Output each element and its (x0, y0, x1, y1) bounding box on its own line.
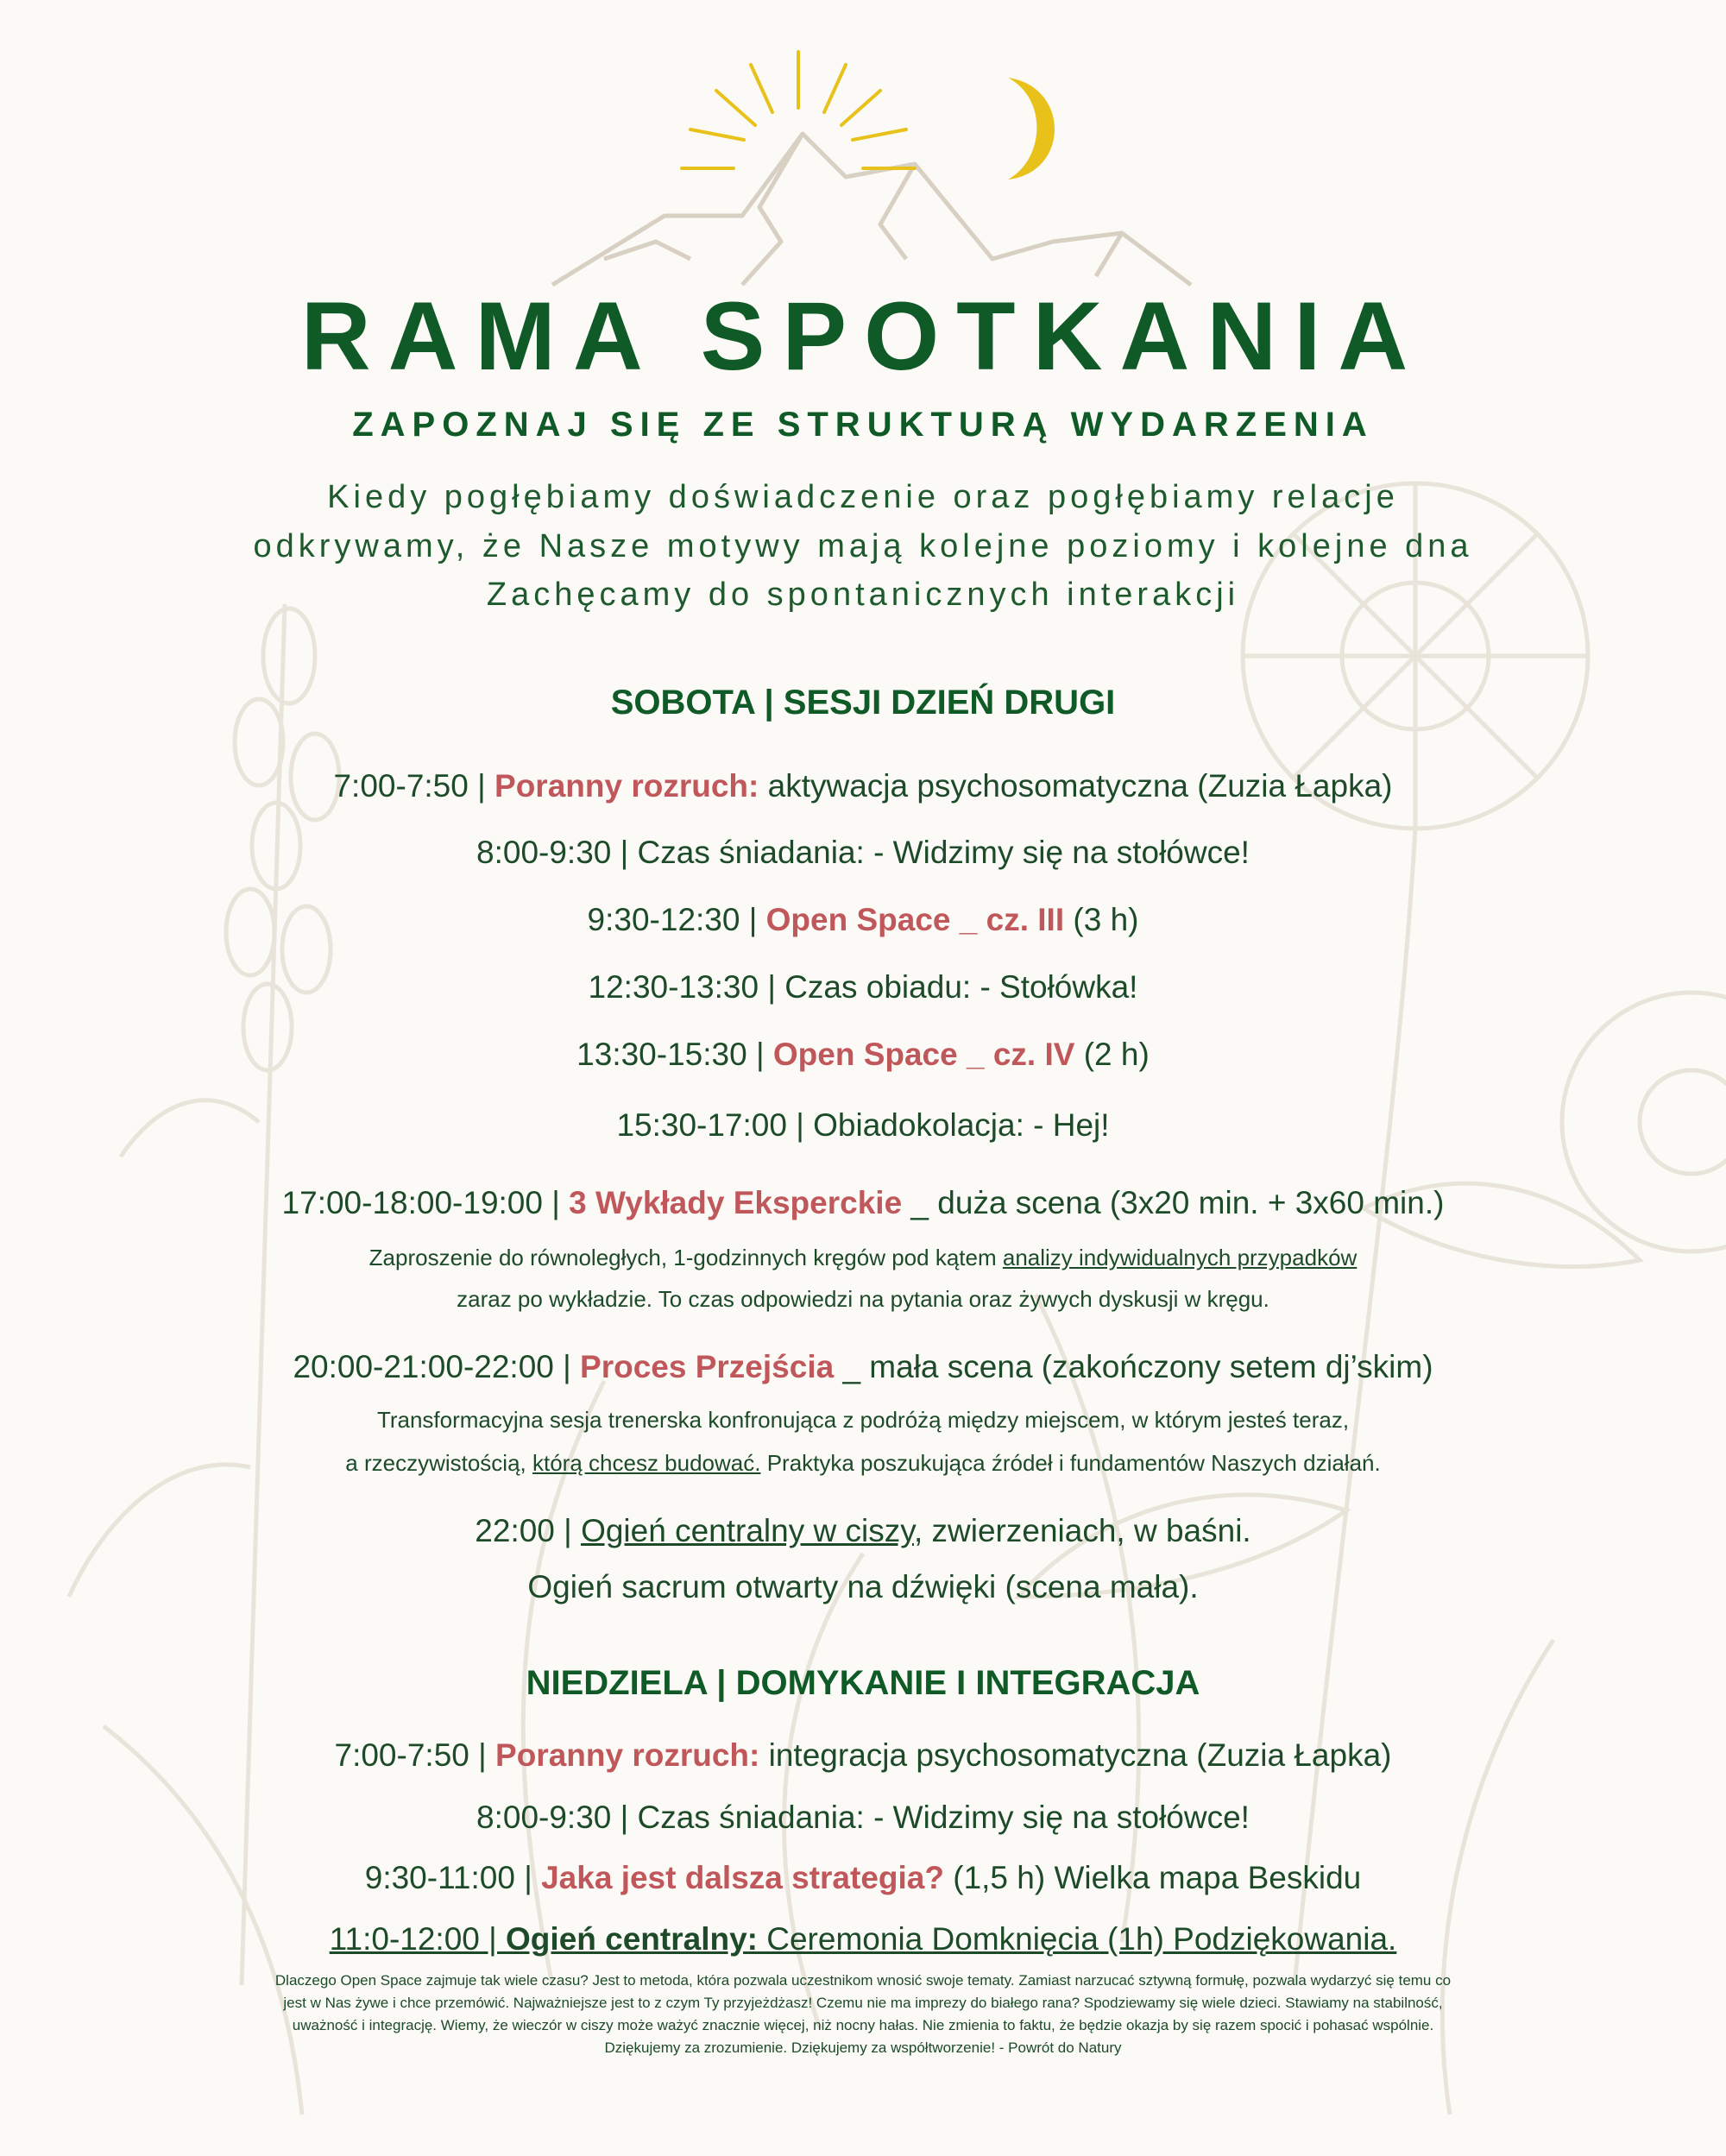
footer-note: Dlaczego Open Space zajmuje tak wiele czasu? Jest to metoda, która pozwala uczestnikom wnosić swoje tematy. Zamiast narzucać sztywną formułę, pozwala wydarzyć się temu co (274, 1972, 1452, 1989)
schedule-row (0, 1921, 1726, 1957)
row-time: 22:00 | (475, 1513, 582, 1548)
row-note: zaraz po wykładzie. To czas odpowiedzi na pytania oraz żywych dyskusji w kręgu. (457, 1286, 1269, 1312)
underlined-text: analizy indywidualnych przypadków (1002, 1245, 1357, 1270)
intro-line: Kiedy pogłębiamy doświadczenie oraz pogłębiamy relacje (327, 479, 1399, 515)
schedule-row: 12:30-13:30 | Czas obiadu: - Stołówka! (588, 969, 1138, 1005)
row-time: 17:00-18:00-19:00 | (281, 1185, 570, 1220)
footer-note: Dziękujemy za zrozumienie. Dziękujemy za współtworzenie! - Powrót do Natury (604, 2039, 1122, 2056)
row-highlight: Poranny rozruch: (494, 768, 759, 804)
schedule-row: 15:30-17:00 | Obiadokolacja: - Hej! (616, 1107, 1110, 1143)
schedule-row (0, 1185, 1726, 1221)
row-time: 7:00-7:50 | (334, 1737, 496, 1773)
row-highlight: Ogień centralny: (506, 1921, 758, 1957)
schedule-row: Ogień sacrum otwarty na dźwięki (scena mała). (527, 1569, 1199, 1604)
row-time: 20:00-21:00-22:00 | (293, 1349, 581, 1384)
page-title: RAMA SPOTKANIA (300, 282, 1426, 390)
row-detail: (1,5 h) Wielka mapa Beskidu (943, 1860, 1362, 1895)
footer-note: uważność i integrację. Wiemy, że wieczór w ciszy może ważyć znacznie więcej, niż nocny hałas. Nie zmienia to faktu, że będzie okazja by się razem spocić i pohasać wspólnie. (292, 2017, 1434, 2033)
row-note: Transformacyjna sesja trenerska konfronująca z podróżą między miejscem, w którym jesteś teraz, (376, 1407, 1350, 1433)
underlined-text: Ogień centralny w ciszy (581, 1513, 914, 1548)
schedule-row (0, 768, 1726, 804)
row-note: Zaproszenie do równoległych, 1-godzinnych kręgów pod kątem analizy indywidualnych przypadków (369, 1245, 1357, 1270)
row-detail: aktywacja psychosomatyczna (Zuzia Łapka) (759, 768, 1393, 804)
schedule-row: 8:00-9:30 | Czas śniadania: - Widzimy się na stołówce! (476, 1800, 1250, 1835)
schedule-row (0, 1860, 1726, 1896)
row-note: a rzeczywistością, którą chcesz budować. Praktyka poszukująca źródeł i fundamentów Naszych działań. (345, 1450, 1381, 1476)
row-detail: Ceremonia Domknięcia (1h) Podziękowania. (757, 1921, 1397, 1957)
schedule-row (0, 1737, 1726, 1774)
row-highlight: Poranny rozruch: (495, 1737, 760, 1773)
underlined-text: którą chcesz budować. (532, 1450, 761, 1476)
row-highlight: Jaka jest dalsza strategia? (541, 1860, 944, 1895)
row-time: 9:30-12:30 | (587, 902, 766, 937)
row-highlight: Open Space _ cz. IV (772, 1037, 1075, 1072)
row-detail: _ duża scena (3x20 min. + 3x60 min.) (902, 1185, 1445, 1220)
schedule-row (0, 1037, 1726, 1073)
footer-note: jest w Nas żywe i chce przemówić. Najważniejsze jest to z czym Ty przyjeżdżasz! Czemu nie ma imprezy do białego rana? Spodziewamy się wiele dzieci. Stawiamy na stabilność, (283, 1995, 1443, 2011)
row-highlight: Open Space _ cz. III (765, 902, 1065, 937)
intro-line: Zachęcamy do spontanicznych interakcji (486, 577, 1240, 613)
row-time: 11:0-12:00 | (329, 1921, 507, 1957)
row-detail: (3 h) (1064, 902, 1139, 937)
saturday-heading: SOBOTA | SESJI DZIEŃ DRUGI (610, 684, 1116, 722)
row-time: 9:30-11:00 | (364, 1860, 542, 1895)
row-time: 13:30-15:30 | (576, 1037, 773, 1072)
row-highlight: Proces Przejścia (580, 1349, 835, 1384)
row-detail: , zwierzeniach, w baśni. (913, 1513, 1251, 1548)
schedule-row (0, 1513, 1726, 1549)
row-time: 7:00-7:50 | (333, 768, 495, 804)
row-detail: (2 h) (1074, 1037, 1150, 1072)
row-detail: _ mała scena (zakończony setem dj’skim) (834, 1349, 1433, 1384)
row-highlight: 3 Wykłady Eksperckie (569, 1185, 903, 1220)
sunday-heading: NIEDZIELA | DOMYKANIE I INTEGRACJA (526, 1664, 1200, 1702)
page-subtitle: ZAPOZNAJ SIĘ ZE STRUKTURĄ WYDARZENIA (352, 406, 1374, 444)
intro-line: odkrywamy, że Nasze motywy mają kolejne poziomy i kolejne dna (253, 528, 1473, 564)
schedule-row: 8:00-9:30 | Czas śniadania: - Widzimy się na stołówce! (476, 835, 1250, 870)
schedule-row (0, 1349, 1726, 1385)
row-detail: integracja psychosomatyczna (Zuzia Łapka) (759, 1737, 1392, 1773)
schedule-row (0, 902, 1726, 938)
